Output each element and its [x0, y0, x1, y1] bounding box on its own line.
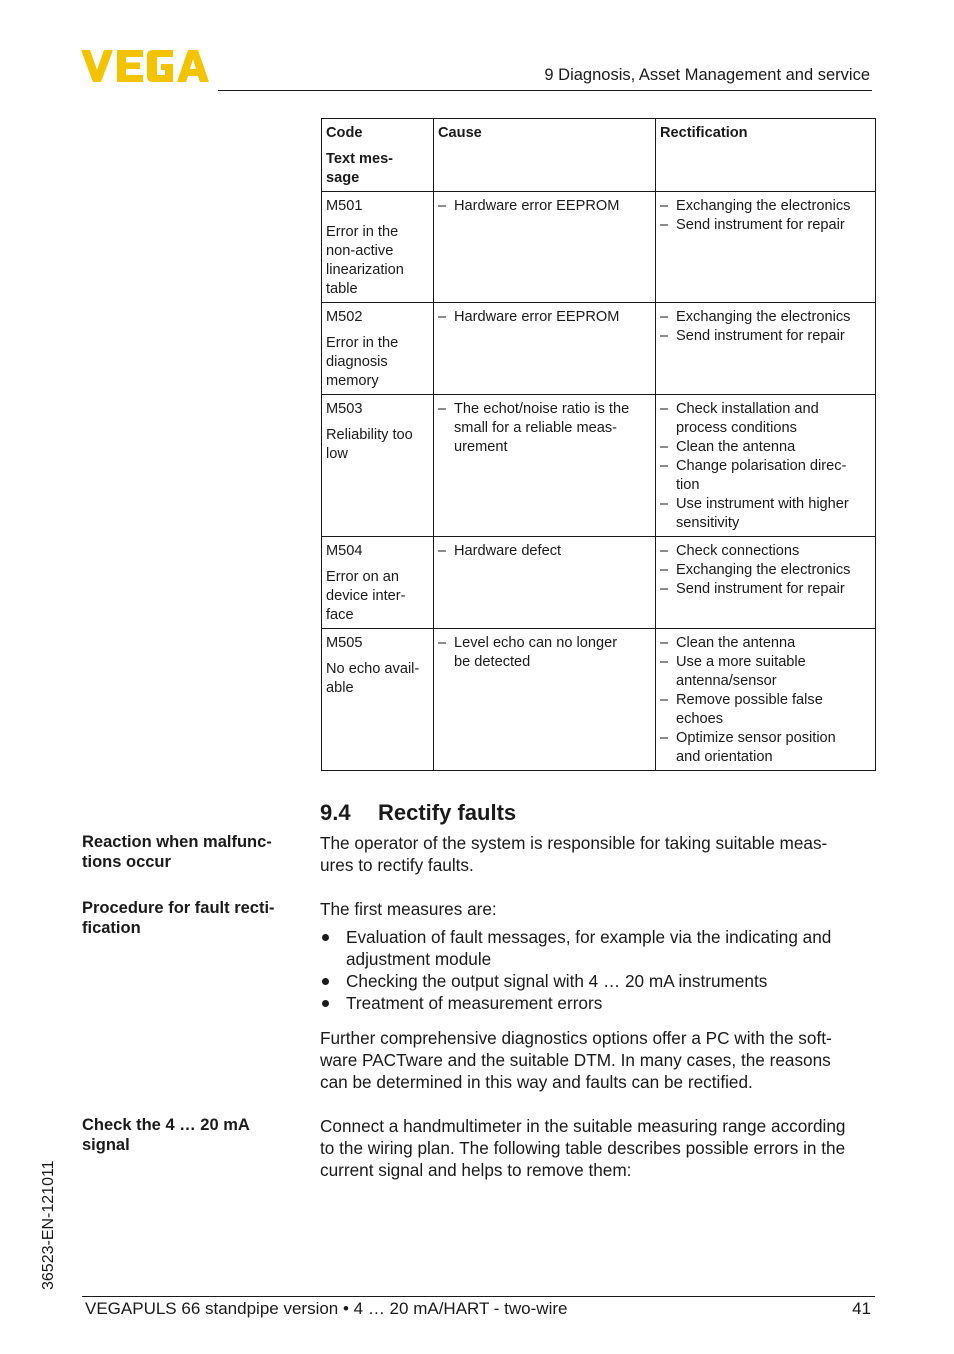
table-row	[322, 192, 876, 303]
error-code: M501	[326, 198, 363, 214]
cause-cell	[434, 395, 656, 537]
header-cause: Cause	[434, 119, 656, 192]
code-cell	[322, 629, 434, 771]
section-title-text: Rectify faults	[378, 800, 517, 825]
code-cell	[322, 303, 434, 395]
error-code: M505	[326, 635, 363, 651]
footer-rule	[82, 1296, 875, 1297]
page-number: 41	[852, 1299, 871, 1318]
table-row	[322, 303, 876, 395]
cause-item: – Hardware defect	[438, 542, 651, 561]
cause-item: – The echot/noise ratio is the small for a reliable meas- urement	[438, 400, 651, 457]
procedure-bullet-list	[320, 926, 875, 1014]
cause-cell	[434, 629, 656, 771]
section-title	[320, 800, 516, 826]
rectification-item: – Use a more suitable antenna/sensor	[660, 653, 871, 691]
error-code: M502	[326, 309, 363, 325]
rectification-item: – Send instrument for repair	[660, 216, 871, 235]
procedure-block	[320, 898, 875, 1093]
rectification-item: – Exchanging the electronics	[660, 197, 871, 216]
rectification-item: – Send instrument for repair	[660, 327, 871, 346]
vega-logo	[81, 50, 211, 82]
rectification-item: – Clean the antenna	[660, 438, 871, 457]
error-message: Error in the diagnosis memory	[326, 335, 399, 389]
error-message: No echo avail- able	[326, 661, 420, 696]
cause-item: – Level echo can no longer be detected	[438, 634, 651, 672]
rectification-item: – Change polarisation direc- tion	[660, 457, 871, 495]
check-paragraph: Connect a handmultimeter in the suitable measuring range according to the wiring plan. The following table describes possible errors in the current signal and helps to remove them:	[320, 1116, 846, 1180]
check-side-label: Check the 4 … 20 mA signal	[82, 1116, 250, 1154]
table-body	[322, 192, 876, 771]
header-code-cell	[322, 119, 434, 192]
reaction-paragraph: The operator of the system is responsible for taking suitable meas- ures to rectify faults.	[320, 833, 828, 875]
error-code: M503	[326, 401, 363, 417]
error-code: M504	[326, 543, 363, 559]
cause-list	[438, 634, 651, 672]
rectification-cell	[656, 303, 876, 395]
rectification-list	[660, 197, 871, 235]
rectification-item: – Clean the antenna	[660, 634, 871, 653]
procedure-intro: The first measures are:	[320, 899, 497, 919]
rectification-item: – Exchanging the electronics	[660, 561, 871, 580]
rectification-cell	[656, 537, 876, 629]
rectification-cell	[656, 629, 876, 771]
header-code: Code	[326, 125, 363, 141]
document-id: 36523-EN-121011	[40, 1160, 57, 1290]
rectification-item: – Check connections	[660, 542, 871, 561]
rectification-cell	[656, 395, 876, 537]
error-message: Reliability too low	[326, 427, 413, 462]
header-text-message: Text mes- sage	[326, 151, 394, 186]
header-rule	[218, 90, 872, 91]
running-header: 9 Diagnosis, Asset Management and service	[544, 66, 870, 84]
cause-list	[438, 400, 651, 457]
cause-list	[438, 308, 651, 327]
rectification-item: – Use instrument with higher sensitivity	[660, 495, 871, 533]
table-row	[322, 629, 876, 771]
procedure-paragraph: Further comprehensive diagnostics options offer a PC with the soft- ware PACTware and the suitable DTM. In many cases, the reasons can be determined in this way and faults can be rectified.	[320, 1028, 832, 1092]
table-header-row	[322, 119, 876, 192]
rectification-list	[660, 634, 871, 767]
rectification-list	[660, 308, 871, 346]
diagnosis-table	[321, 118, 876, 771]
rectification-cell	[656, 192, 876, 303]
reaction-side-label: Reaction when malfunc- tions occur	[82, 833, 272, 871]
bullet-item: Evaluation of fault messages, for example via the indicating and adjustment module	[320, 926, 875, 970]
table-row	[322, 537, 876, 629]
cause-cell	[434, 303, 656, 395]
error-message: Error on an device inter- face	[326, 569, 406, 623]
rectification-item: – Optimize sensor position and orientation	[660, 729, 871, 767]
rectification-item: – Check installation and process conditions	[660, 400, 871, 438]
cause-list	[438, 542, 651, 561]
code-cell	[322, 395, 434, 537]
table-row	[322, 395, 876, 537]
rectification-item: – Remove possible false echoes	[660, 691, 871, 729]
bullet-item: Treatment of measurement errors	[320, 992, 875, 1014]
procedure-side-label: Procedure for fault recti- fication	[82, 899, 275, 937]
cause-cell	[434, 192, 656, 303]
rectification-item: – Exchanging the electronics	[660, 308, 871, 327]
footer-title: VEGAPULS 66 standpipe version • 4 … 20 mA/HART - two-wire	[85, 1299, 568, 1318]
code-cell	[322, 537, 434, 629]
header-rectification: Rectification	[656, 119, 876, 192]
rectification-item: – Send instrument for repair	[660, 580, 871, 599]
section-number: 9.4	[320, 800, 351, 825]
cause-item: – Hardware error EEPROM	[438, 308, 651, 327]
cause-list	[438, 197, 651, 216]
cause-cell	[434, 537, 656, 629]
bullet-item: Checking the output signal with 4 … 20 mA instruments	[320, 970, 875, 992]
rectification-list	[660, 400, 871, 533]
rectification-list	[660, 542, 871, 599]
cause-item: – Hardware error EEPROM	[438, 197, 651, 216]
error-message: Error in the non-active linearization table	[326, 224, 404, 297]
code-cell	[322, 192, 434, 303]
